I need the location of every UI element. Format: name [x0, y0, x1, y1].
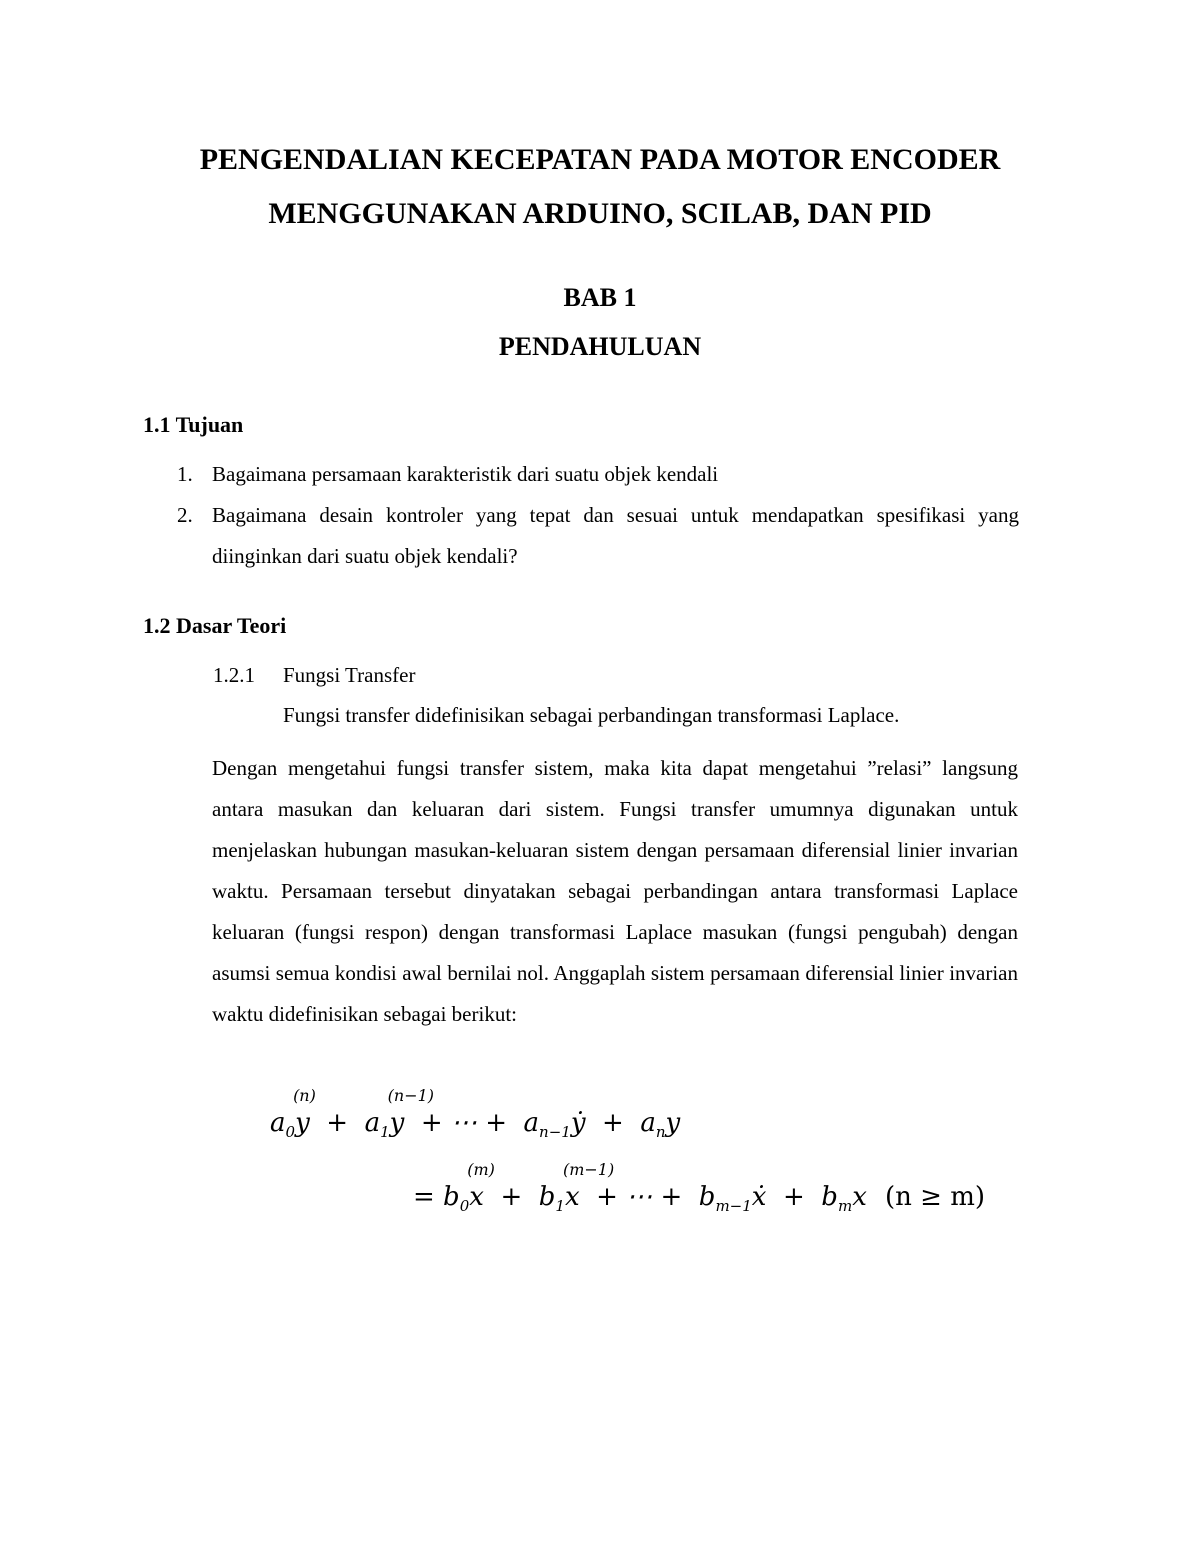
- chapter-title: PENDAHULUAN: [498, 332, 702, 361]
- equation-rhs: = $b_0x$ (m) + $b_1x$ (m−1) + ⋯ + $b_{m-1}ẋ + b_mx$: [413, 1160, 867, 1216]
- differential-equation: [255, 1086, 995, 1240]
- objectives-list: [177, 454, 1019, 577]
- subsection-heading: [213, 657, 415, 693]
- list-item-number: 1.: [177, 462, 193, 486]
- equation-lhs: $a_0y$ (n) + $a_1y$ (n−1) + ⋯ + $a_{n-1}ẏ + a_ny$: [270, 1086, 681, 1142]
- subsection-number: 1.2.1: [213, 663, 255, 687]
- equation-condition: (n ≥ m): [885, 1182, 986, 1212]
- list-item: [177, 495, 1019, 577]
- section-heading-dasar-teori: 1.2 Dasar Teori: [143, 613, 287, 638]
- body-paragraph: Dengan mengetahui fungsi transfer sistem, maka kita dapat mengetahui ”relasi” langsung antara masukan dan keluaran dari sistem. Fungsi transfer umumnya digunakan untuk menjelaskan hubungan masukan-keluaran sistem dengan persamaan diferensial linier invarian waktu. Persamaan tersebut dinyatakan sebagai perbandingan antara transformasi Laplace keluaran (fungsi respon) dengan transformasi Laplace masukan (fungsi pengubah) dengan asumsi semua kondisi awal bernilai nol. Anggaplah sistem persamaan diferensial linier invarian waktu didefinisikan sebagai berikut:: [212, 756, 1018, 1026]
- list-item: [177, 454, 1019, 495]
- section-heading-tujuan: 1.1 Tujuan: [143, 412, 244, 437]
- list-item-number: 2.: [177, 503, 193, 527]
- subsection-title: Fungsi Transfer: [283, 663, 416, 687]
- chapter-number: BAB 1: [563, 283, 637, 312]
- document-title-line-1: PENGENDALIAN KECEPATAN PADA MOTOR ENCODER: [199, 143, 1001, 176]
- list-item-text: Bagaimana desain kontroler yang tepat dan sesuai untuk mendapatkan spesifikasi yang diinginkan dari suatu objek kendali?: [212, 503, 1019, 568]
- list-item-text: Bagaimana persamaan karakteristik dari suatu objek kendali: [212, 462, 719, 486]
- document-title-line-2: MENGGUNAKAN ARDUINO, SCILAB, DAN PID: [268, 197, 932, 230]
- transfer-function-definition: Fungsi transfer didefinisikan sebagai perbandingan transformasi Laplace.: [283, 703, 900, 727]
